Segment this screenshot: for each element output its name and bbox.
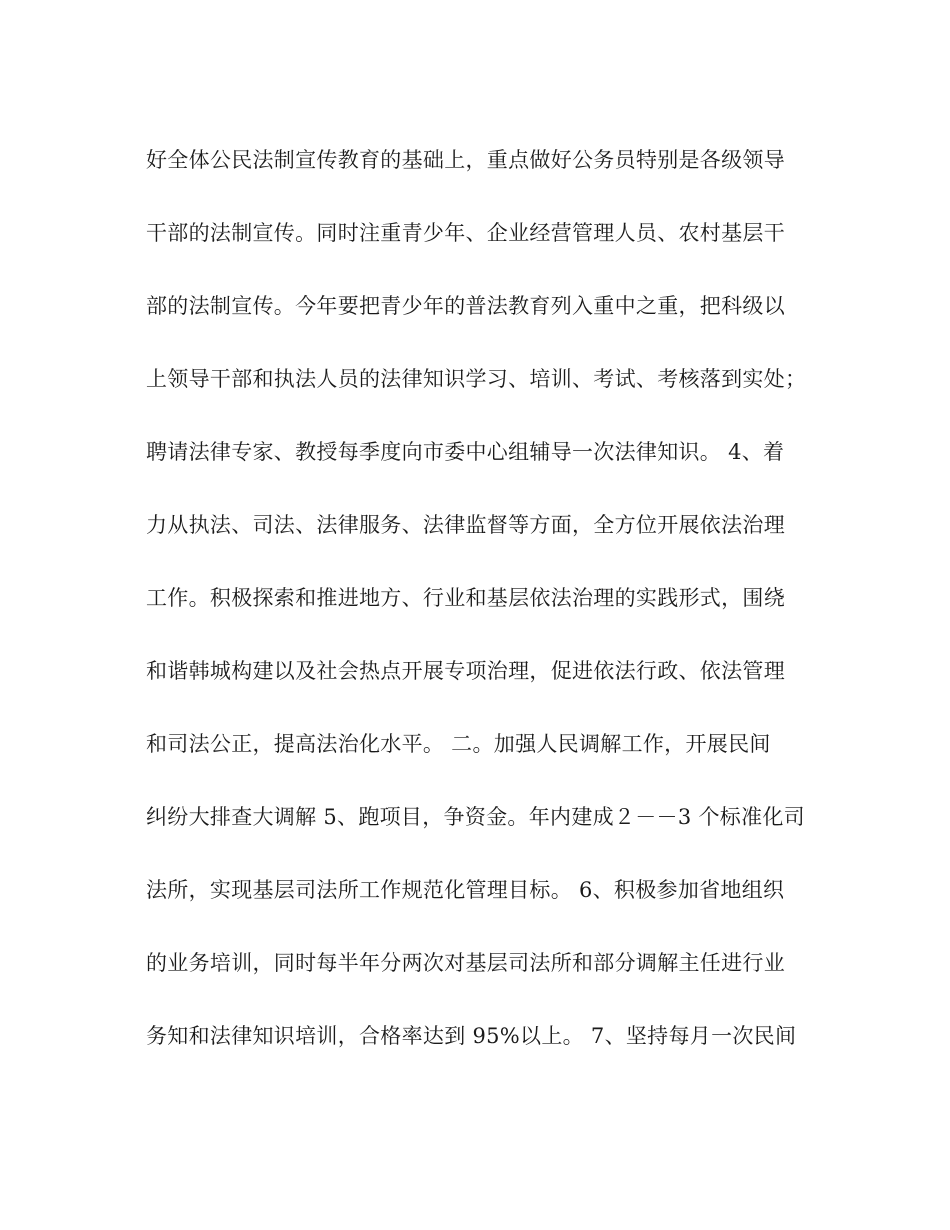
text-line: 纠纷大排查大调解 5、跑项目，争资金。年内建成２－－3 个标准化司 bbox=[146, 805, 805, 829]
text-line: 务知和法律知识培训，合格率达到 95%以上。 7、坚持每月一次民间 bbox=[146, 1024, 797, 1048]
text-line: 的业务培训，同时每半年分两次对基层司法所和部分调解主任进行业 bbox=[146, 951, 785, 975]
text-line: 干部的法制宣传。同时注重青少年、企业经营管理人员、农村基层干 bbox=[146, 221, 785, 245]
text-line: 好全体公民法制宣传教育的基础上，重点做好公务员特别是各级领导 bbox=[146, 148, 785, 172]
text-line: 力从执法、司法、法律服务、法律监督等方面，全方位开展依法治理 bbox=[146, 513, 785, 537]
body-text bbox=[146, 140, 836, 1089]
text-line: 工作。积极探索和推进地方、行业和基层依法治理的实践形式，围绕 bbox=[146, 586, 785, 610]
text-line: 部的法制宣传。今年要把青少年的普法教育列入重中之重，把科级以 bbox=[146, 294, 785, 318]
text-line: 和谐韩城构建以及社会热点开展专项治理，促进依法行政、依法管理 bbox=[146, 659, 785, 683]
text-line: 法所，实现基层司法所工作规范化管理目标。 6、积极参加省地组织 bbox=[146, 878, 785, 902]
text-line: 聘请法律专家、教授每季度向市委中心组辅导一次法律知识。 4、着 bbox=[146, 440, 785, 464]
text-line: 上领导干部和执法人员的法律知识学习、培训、考试、考核落到实处； bbox=[146, 367, 807, 391]
text-line: 和司法公正，提高法治化水平。 二。加强人民调解工作，开展民间 bbox=[146, 732, 771, 756]
